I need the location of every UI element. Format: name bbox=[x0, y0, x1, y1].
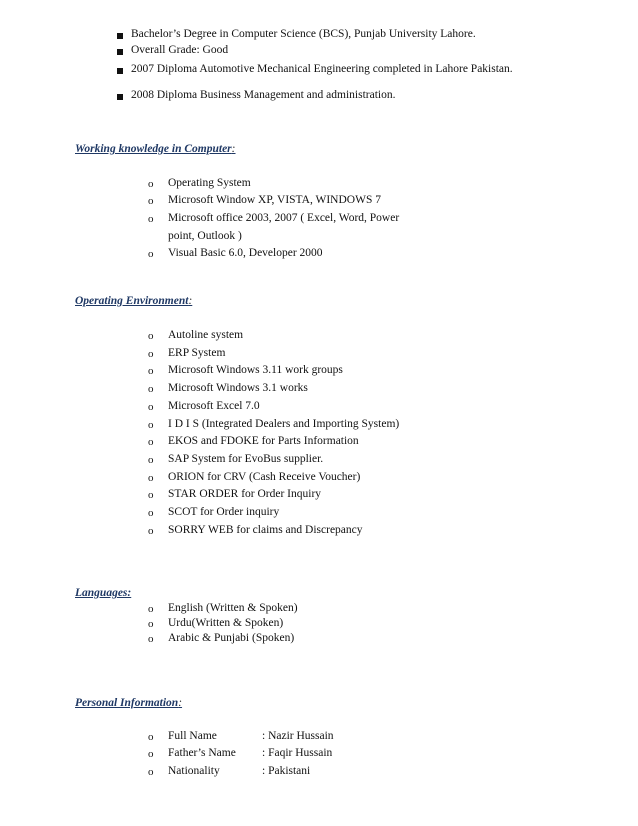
list-item: Microsoft office 2003, 2007 ( Excel, Word, Power bbox=[168, 212, 400, 224]
language-item: English (Written & Spoken) bbox=[168, 602, 298, 614]
education-item: 2007 Diploma Automotive Mechanical Engineering completed in Lahore Pakistan. bbox=[131, 63, 513, 75]
circle-bullet-icon: o bbox=[148, 748, 154, 760]
personal-label: Full Name bbox=[168, 730, 217, 742]
heading-colon: : bbox=[231, 143, 236, 155]
heading-text: Working knowledge in Computer bbox=[75, 143, 232, 155]
circle-bullet-icon: o bbox=[148, 472, 154, 484]
circle-bullet-icon: o bbox=[148, 401, 154, 413]
list-item: Operating System bbox=[168, 177, 251, 189]
circle-bullet-icon: o bbox=[148, 436, 154, 448]
circle-bullet-icon: o bbox=[148, 633, 154, 645]
education-item: Overall Grade: Good bbox=[131, 44, 229, 56]
personal-value: : Nazir Hussain bbox=[262, 730, 334, 742]
circle-bullet-icon: o bbox=[148, 507, 154, 519]
circle-bullet-icon: o bbox=[148, 766, 154, 778]
environment-item: I D I S (Integrated Dealers and Importing System) bbox=[168, 418, 400, 430]
environment-item: Microsoft Excel 7.0 bbox=[168, 400, 260, 412]
education-item: Bachelor’s Degree in Computer Science (BCS), Punjab University Lahore. bbox=[131, 28, 476, 40]
education-item: 2008 Diploma Business Management and administration. bbox=[131, 89, 396, 101]
environment-item: SAP System for EvoBus supplier. bbox=[168, 453, 324, 465]
section-heading-personal bbox=[75, 697, 182, 709]
list-item: Visual Basic 6.0, Developer 2000 bbox=[168, 247, 323, 259]
personal-label: Father’s Name bbox=[168, 747, 236, 759]
environment-item: ERP System bbox=[168, 347, 226, 359]
circle-bullet-icon: o bbox=[148, 348, 154, 360]
circle-bullet-icon: o bbox=[148, 731, 154, 743]
circle-bullet-icon: o bbox=[148, 603, 154, 615]
circle-bullet-icon: o bbox=[148, 383, 154, 395]
environment-item: STAR ORDER for Order Inquiry bbox=[168, 488, 322, 500]
personal-value: : Pakistani bbox=[262, 765, 311, 777]
circle-bullet-icon: o bbox=[148, 618, 154, 630]
circle-bullet-icon: o bbox=[148, 330, 154, 342]
circle-bullet-icon: o bbox=[148, 195, 154, 207]
square-bullet-icon bbox=[117, 49, 123, 55]
heading-colon: : bbox=[178, 697, 183, 709]
circle-bullet-icon: o bbox=[148, 419, 154, 431]
environment-item: Microsoft Windows 3.11 work groups bbox=[168, 364, 343, 376]
circle-bullet-icon: o bbox=[148, 248, 154, 260]
environment-item: Autoline system bbox=[168, 329, 244, 341]
circle-bullet-icon: o bbox=[148, 489, 154, 501]
environment-item: EKOS and FDOKE for Parts Information bbox=[168, 435, 359, 447]
square-bullet-icon bbox=[117, 94, 123, 100]
list-item: Microsoft Window XP, VISTA, WINDOWS 7 bbox=[168, 194, 381, 206]
heading-text: Languages: bbox=[75, 587, 132, 599]
section-heading-computer bbox=[75, 143, 236, 155]
environment-item: Microsoft Windows 3.1 works bbox=[168, 382, 308, 394]
section-heading-languages bbox=[75, 587, 131, 599]
language-item: Urdu(Written & Spoken) bbox=[168, 617, 284, 629]
circle-bullet-icon: o bbox=[148, 525, 154, 537]
heading-text: Operating Environment bbox=[75, 295, 189, 307]
environment-item: ORION for CRV (Cash Receive Voucher) bbox=[168, 471, 361, 483]
circle-bullet-icon: o bbox=[148, 454, 154, 466]
circle-bullet-icon: o bbox=[148, 178, 154, 190]
heading-colon: : bbox=[188, 295, 193, 307]
heading-text: Personal Information bbox=[75, 697, 179, 709]
circle-bullet-icon: o bbox=[148, 213, 154, 225]
square-bullet-icon bbox=[117, 33, 123, 39]
circle-bullet-icon: o bbox=[148, 365, 154, 377]
language-item: Arabic & Punjabi (Spoken) bbox=[168, 632, 295, 644]
list-item-continuation: point, Outlook ) bbox=[168, 230, 242, 242]
square-bullet-icon bbox=[117, 68, 123, 74]
environment-item: SORRY WEB for claims and Discrepancy bbox=[168, 524, 363, 536]
personal-label: Nationality bbox=[168, 765, 220, 777]
section-heading-environment bbox=[75, 295, 192, 307]
environment-item: SCOT for Order inquiry bbox=[168, 506, 280, 518]
personal-value: : Faqir Hussain bbox=[262, 747, 333, 759]
